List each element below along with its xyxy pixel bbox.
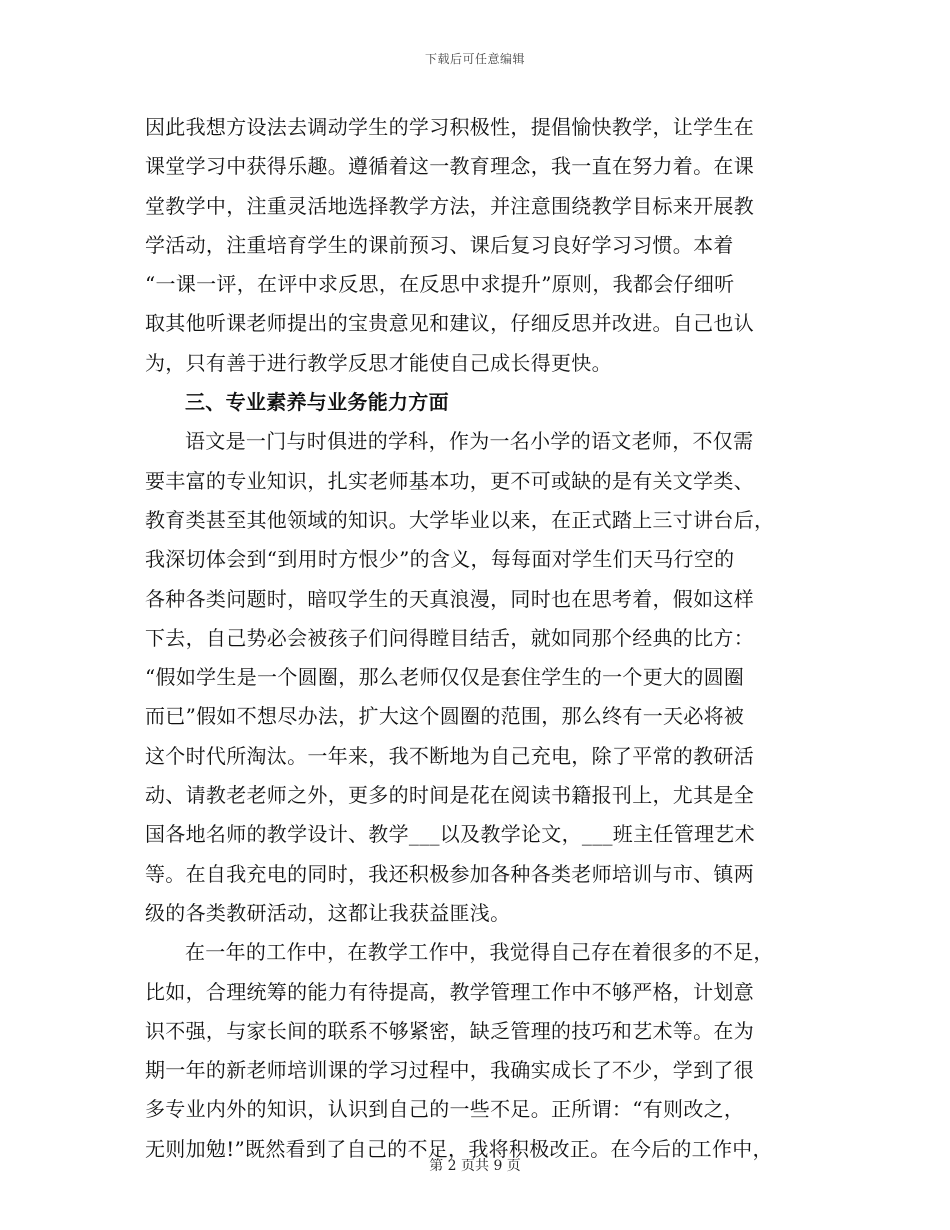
page-header: 下载后可任意编辑 [424,52,525,66]
text-line: 识不强，与家长间的联系不够紧密，缺乏管理的技巧和艺术等。在为 [145,1018,754,1043]
text-line: 在一年的工作中，在教学工作中，我觉得自己存在着很多的不足， [185,940,774,965]
text-line: 课堂学习中获得乐趣。遵循着这一教育理念，我一直在努力着。在课 [145,154,754,179]
text-line: 为，只有善于进行教学反思才能使自己成长得更快。 [145,350,612,375]
section-heading: 三、专业素养与业务能力方面 [185,390,449,415]
text-line: 取其他听课老师提出的宝贵意见和建议，仔细反思并改进。自己也认 [145,311,754,336]
text-line: 国各地名师的教学设计、教学___以及教学论文，___班主任管理艺术 [145,822,755,847]
text-line: 学活动，注重培育学生的课前预习、课后复习良好学习习惯。本着 [145,232,734,257]
text-line: 多专业内外的知识，认识到自己的一些不足。正所谓：“有则改之， [145,1097,745,1122]
text-line: 语文是一门与时俱进的学科，作为一名小学的语文老师，不仅需 [185,429,754,454]
text-line: 级的各类教研活动，这都让我获益匪浅。 [145,900,511,925]
text-line: 无则加勉!”既然看到了自己的不足，我将积极改正。在今后的工作中， [145,1136,773,1161]
text-line: 教育类甚至其他领域的知识。大学毕业以来，在正式踏上三寸讲台后， [145,507,775,532]
text-line: 下去，自己势必会被孩子们问得瞠目结舌，就如同那个经典的比方： [145,625,754,650]
text-line: 动、请教老老师之外，更多的时间是花在阅读书籍报刊上，尤其是全 [145,783,754,808]
text-line: 堂教学中，注重灵活地选择教学方法，并注意围绕教学目标来开展教 [145,193,754,218]
page-footer: 第 2 页共 9 页 [429,1158,521,1174]
text-line: 因此我想方设法去调动学生的学习积极性，提倡愉快教学，让学生在 [145,115,754,139]
text-line: 期一年的新老师培训课的学习过程中，我确实成长了不少，学到了很 [145,1058,754,1083]
text-line: 要丰富的专业知识，扎实老师基本功，更不可或缺的是有关文学类、 [145,468,754,493]
text-line: 等。在自我充电的同时，我还积极参加各种各类老师培训与市、镇两 [145,861,754,886]
text-line: 这个时代所淘汰。一年来，我不断地为自己充电，除了平常的教研活 [145,743,754,768]
document-body [145,108,810,1169]
text-line: “假如学生是一个圆圈，那么老师仅仅是套住学生的一个更大的圆圈 [145,665,745,690]
text-line: 比如，合理统筹的能力有待提高，教学管理工作中不够严格，计划意 [145,979,754,1004]
text-line: 我深切体会到“到用时方恨少”的含义，每每面对学生们天马行空的 [145,547,735,572]
text-line: “一课一评，在评中求反思，在反思中求提升”原则，我都会仔细听 [145,272,735,297]
text-line: 各种各类问题时，暗叹学生的天真浪漫，同时也在思考着，假如这样 [145,586,754,611]
text-line: 而已”假如不想尽办法，扩大这个圆圈的范围，那么终有一天必将被 [145,704,745,729]
